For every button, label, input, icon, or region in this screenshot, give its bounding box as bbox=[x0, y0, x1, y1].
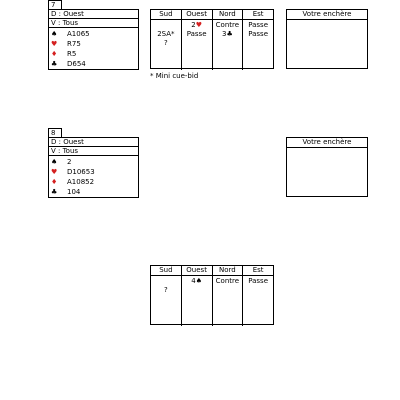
auction-header bbox=[151, 266, 273, 276]
heart-icon: ♥ bbox=[195, 21, 202, 29]
spade-holding: A1065 bbox=[67, 30, 90, 38]
bid bbox=[151, 277, 181, 286]
heart-holding: D10653 bbox=[67, 168, 95, 176]
column-sud bbox=[151, 276, 182, 326]
card-row-hearts bbox=[49, 39, 138, 49]
bid: Contre bbox=[215, 277, 240, 285]
auction-header bbox=[151, 10, 273, 20]
heart-holding: R75 bbox=[67, 40, 81, 48]
vulnerability-label: V : Tous bbox=[49, 147, 138, 156]
club-holding: 104 bbox=[67, 188, 81, 196]
deal-7 bbox=[48, 0, 368, 80]
column-sud bbox=[151, 20, 182, 70]
footnote: * Mini cue-bid bbox=[150, 72, 199, 80]
header-ouest: Ouest bbox=[182, 266, 213, 275]
spade-icon: ♠ bbox=[51, 158, 58, 166]
card-row-diamonds bbox=[49, 49, 138, 59]
column-ouest bbox=[182, 276, 213, 326]
club-holding: D654 bbox=[67, 60, 86, 68]
heart-icon: ♥ bbox=[51, 40, 58, 48]
spade-holding: 2 bbox=[67, 158, 72, 166]
club-icon: ♣ bbox=[51, 188, 58, 196]
bid: 3♣ bbox=[222, 30, 233, 38]
bid: 4♠ bbox=[191, 277, 202, 285]
column-nord bbox=[213, 20, 244, 70]
club-icon: ♣ bbox=[51, 60, 58, 68]
column-est bbox=[243, 20, 273, 70]
answer-box[interactable] bbox=[286, 9, 368, 69]
auction-body bbox=[151, 20, 273, 70]
dealer-label: D : Ouest bbox=[49, 10, 138, 19]
bid: 2SA* bbox=[157, 30, 175, 38]
answer-title: Votre enchère bbox=[287, 138, 367, 148]
deal-8 bbox=[48, 128, 368, 294]
hand-panel bbox=[48, 9, 139, 70]
column-nord bbox=[213, 276, 244, 326]
header-sud: Sud bbox=[151, 266, 182, 275]
spade-icon: ♠ bbox=[51, 30, 58, 38]
header-sud: Sud bbox=[151, 10, 182, 19]
header-ouest: Ouest bbox=[182, 10, 213, 19]
heart-icon: ♥ bbox=[51, 168, 58, 176]
card-list bbox=[49, 28, 138, 69]
header-nord: Nord bbox=[213, 266, 244, 275]
card-row-spades bbox=[49, 29, 138, 39]
bid: Passe bbox=[248, 277, 269, 285]
header-est: Est bbox=[252, 266, 264, 274]
deal-number: 8 bbox=[48, 128, 62, 137]
diamond-icon: ♦ bbox=[51, 50, 58, 58]
diamond-holding: A10852 bbox=[67, 178, 95, 186]
bid: Contre bbox=[215, 21, 240, 29]
diamond-icon: ♦ bbox=[51, 178, 58, 186]
answer-title: Votre enchère bbox=[287, 10, 367, 20]
auction-table bbox=[150, 265, 274, 325]
bid: 2♥ bbox=[191, 21, 202, 29]
bid: Passe bbox=[248, 30, 269, 38]
card-row-clubs bbox=[49, 59, 138, 69]
bid: Passe bbox=[248, 21, 269, 29]
auction-table bbox=[150, 9, 274, 69]
column-ouest bbox=[182, 20, 213, 70]
deal-number: 7 bbox=[48, 0, 62, 9]
vulnerability-label: V : Tous bbox=[49, 19, 138, 28]
card-row-diamonds bbox=[49, 177, 138, 187]
bid: ? bbox=[164, 286, 168, 294]
card-list bbox=[49, 156, 138, 197]
diamond-holding: R5 bbox=[67, 50, 77, 58]
bid: Passe bbox=[186, 30, 207, 38]
header-nord: Nord bbox=[213, 10, 244, 19]
header-est: Est bbox=[252, 10, 264, 18]
card-row-hearts bbox=[49, 167, 138, 177]
auction-body bbox=[151, 276, 273, 326]
card-row-spades bbox=[49, 157, 138, 167]
column-est bbox=[243, 276, 273, 326]
dealer-label: D : Ouest bbox=[49, 138, 138, 147]
bid bbox=[151, 21, 181, 30]
card-row-clubs bbox=[49, 187, 138, 197]
bid: ? bbox=[164, 39, 168, 47]
hand-panel bbox=[48, 137, 139, 198]
answer-box[interactable] bbox=[286, 137, 368, 197]
